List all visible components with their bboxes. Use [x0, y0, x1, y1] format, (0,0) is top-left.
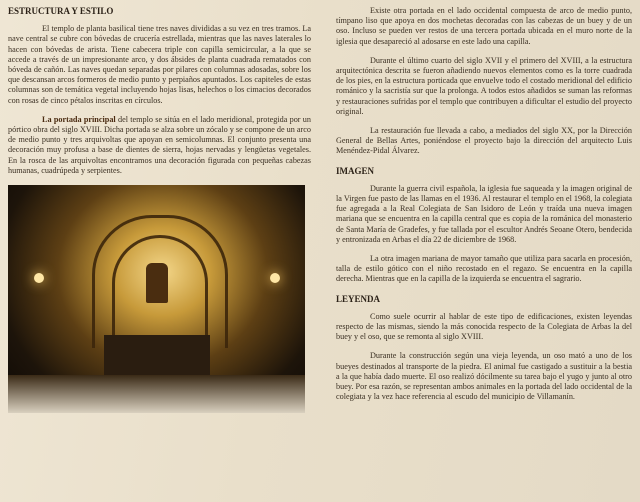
- left-column: [8, 6, 311, 413]
- paragraph-restauracion: La restauración fue llevada a cabo, a mediados del siglo XX, por la Dirección General de Bellas Artes, poniéndose el proyecto bajo la dirección del arquitecto Luis Menéndez-Pidal Álvarez.: [336, 126, 632, 156]
- portada-body: del templo se sitúa en el lado meridional, protegida por un pórtico obra del siglo XVIII. Dicha portada se alza sobre un zócalo y se compone de un arco de medio punto y tres arquivoltas que apoyan en semicolumnas. El conjunto presenta una decoración muy profusa a base de dientes de sierra, hojas nervadas y lengüetas vegetales. En la rosca de las arquivoltas encontramos una decoración figurada con pequeñas cabezas humanas, cuadrúpeda y serpientes.: [8, 114, 311, 175]
- church-interior-photo: [8, 185, 305, 413]
- portada-lead: La portada principal: [42, 114, 116, 124]
- section-heading-leyenda: LEYENDA: [336, 293, 381, 304]
- paragraph-estructura: El templo de planta basilical tiene tres naves divididas a su vez en tres tramos. La nave central se cubre con bóvedas de crucería estrellada, mientras que las naves laterales lo hacen con bóvedas de arista. Tiene cabecera triple con capilla semicircular, a la que se accede a través de un impresionante arco, y dos ábsides de planta cuadrada rematados con bóveda de cañón. Las naves quedan separadas por pilares con columnas adosadas, sobre los que descansan arcos formeros de medio punto y perpiaños apuntados. Los capiteles de estas columnas son de temática vegetal incluyendo hojas lisas, helechos o los cimacios decorados con rosas de cinco pétalos inscritas en círculos.: [8, 24, 311, 105]
- paragraph-leyenda-1: Como suele ocurrir al hablar de este tipo de edificaciones, existen leyendas respecto de las mismas, siendo la más conocida respecto de la Colegiata de Arbas la del buey y el oso, que se remonta al siglo XVIII.: [336, 311, 632, 342]
- paragraph-portada-occidental: Existe otra portada en el lado occidental compuesta de arco de medio punto, tímpano liso que apoya en dos mochetas decoradas con las cabezas de un buey y de un oso. Incluso se pueden ver restos de una tercera portada ubicada en el muro norte de la iglesia que desapareció al adosarse en este lado una capilla.: [336, 6, 632, 46]
- floor: [8, 375, 305, 413]
- right-column: [336, 6, 632, 412]
- lamp-icon: [34, 273, 44, 283]
- paragraph-anadidos: Durante el último cuarto del siglo XVII y el primero del XVIII, a la estructura arquitectónica descrita se fueron añadiendo nuevos elementos como es la torre cuadrada de los pies, en la estructura porticada que envuelve todo el costado meridional del edificio románico y la sacristía sur que la prolonga. A todos estos añadidos se suman las reformas y restauraciones sufridas por el templo que contribuyen a dificultar el estudio del proyecto original.: [336, 55, 632, 116]
- paragraph-imagen-1: Durante la guerra civil española, la iglesia fue saqueada y la imagen original de la Virgen fue pasto de las llamas en el 1936. Al restaurar el templo en el 1968, la colegiata fue agregada a la Real Colegiata de San Isidoro de León y traída una nueva imagen mariana que se encuentra en la capilla central que es copia de la románica del monasterio de Santa María de Gradefes, y fue tallada por el escultor Andrés Seoane Otero, bendecida y entronizada en Arbas el día 22 de diciembre de 1968.: [336, 183, 632, 244]
- paragraph-portada: [8, 115, 311, 176]
- paragraph-imagen-2: La otra imagen mariana de mayor tamaño que utiliza para sacarla en procesión, talla de estilo gótico con el niño recostado en el regazo. Se encuentra en la capilla derecha. Mientras que en la capilla de la izquierda se encuentra el sagrario.: [336, 254, 632, 284]
- section-heading-estructura: ESTRUCTURA Y ESTILO: [8, 6, 114, 16]
- lamp-icon: [270, 273, 280, 283]
- altar-table: [104, 335, 210, 377]
- paragraph-leyenda-2: Durante la construcción según una vieja leyenda, un oso mató a uno de los bueyes destinados al transporte de la piedra. El animal fue castigado a sustituir a la bestia a la que había dado muerte. El oso realizó dócilmente su tarea bajo el yugo y junto al otro buey. Por esa razón, se representan ambos animales en la portada del lado occidental de la colegiata y la vez hace referencia al escudo del municipio de Villamanín.: [336, 351, 632, 402]
- virgin-statue: [146, 263, 168, 303]
- section-heading-imagen: IMAGEN: [336, 165, 374, 176]
